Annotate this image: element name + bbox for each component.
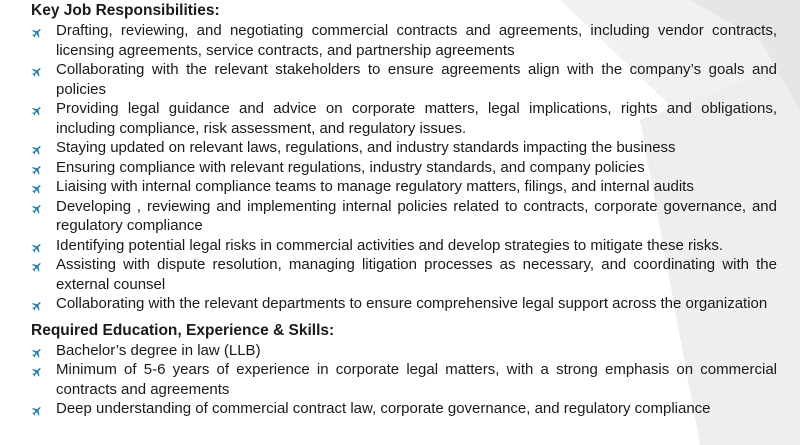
section-heading: Key Job Responsibilities:: [31, 2, 220, 19]
airplane-icon: [31, 364, 43, 376]
list-item-text: Staying updated on relevant laws, regulations, and industry standards impacting the business: [56, 139, 676, 156]
list-item: [31, 60, 777, 99]
list-item: [31, 99, 777, 138]
list-item-text: Collaborating with the relevant stakeholders to ensure agreements align with the company’s goals and policies: [56, 61, 777, 98]
airplane-icon: [31, 181, 43, 193]
list-item: [31, 360, 777, 399]
list-item: [31, 294, 777, 314]
airplane-icon: [31, 103, 43, 115]
list-item: [31, 21, 777, 60]
airplane-icon: [31, 345, 43, 357]
section-responsibilities: [31, 2, 777, 314]
list-item: [31, 341, 777, 361]
list-item-text: Bachelor’s degree in law (LLB): [56, 341, 261, 359]
list-item: [31, 255, 777, 294]
list-item-text: Ensuring compliance with relevant regulations, industry standards, and company policies: [56, 158, 645, 176]
list-item: [31, 177, 777, 197]
list-item-text: Collaborating with the relevant departments to ensure comprehensive legal support across the organization: [56, 295, 768, 312]
list-item-text: Assisting with dispute resolution, managing litigation processes as necessary, and coordinating with the external counsel: [56, 256, 777, 293]
airplane-icon: [31, 162, 43, 174]
airplane-icon: [31, 64, 43, 76]
list-item-text: Identifying potential legal risks in commercial activities and develop strategies to mitigate these risks.: [56, 236, 723, 254]
airplane-icon: [31, 240, 43, 252]
airplane-icon: [31, 298, 43, 310]
list-item: [31, 197, 777, 236]
airplane-icon: [31, 25, 43, 37]
list-item: [31, 138, 777, 158]
list-item-text: Developing , reviewing and implementing internal policies related to contracts, corporate governance, and regulatory compliance: [56, 197, 777, 234]
list-item-text: Minimum of 5-6 years of experience in corporate legal matters, with a strong emphasis on commercial contracts and agreements: [56, 361, 777, 398]
list-item-text: Deep understanding of commercial contract law, corporate governance, and regulatory compliance: [56, 400, 711, 417]
list-item-text: Drafting, reviewing, and negotiating commercial contracts and agreements, including vendor contracts, licensing agreements, service contracts, and partnership agreements: [56, 22, 777, 59]
airplane-icon: [31, 201, 43, 213]
job-description: [31, 2, 777, 419]
responsibilities-list: [31, 21, 777, 314]
list-item: [31, 399, 777, 419]
airplane-icon: [31, 259, 43, 271]
list-item: [31, 158, 777, 178]
section-requirements: [31, 322, 777, 419]
requirements-list: [31, 341, 777, 419]
section-heading: Required Education, Experience & Skills:: [31, 321, 335, 339]
list-item-text: Liaising with internal compliance teams to manage regulatory matters, filings, and internal audits: [56, 178, 694, 195]
airplane-icon: [31, 403, 43, 415]
list-item-text: Providing legal guidance and advice on corporate matters, legal implications, rights and obligations, including compliance, risk assessment, and regulatory issues.: [56, 100, 777, 137]
airplane-icon: [31, 142, 43, 154]
list-item: [31, 236, 777, 256]
